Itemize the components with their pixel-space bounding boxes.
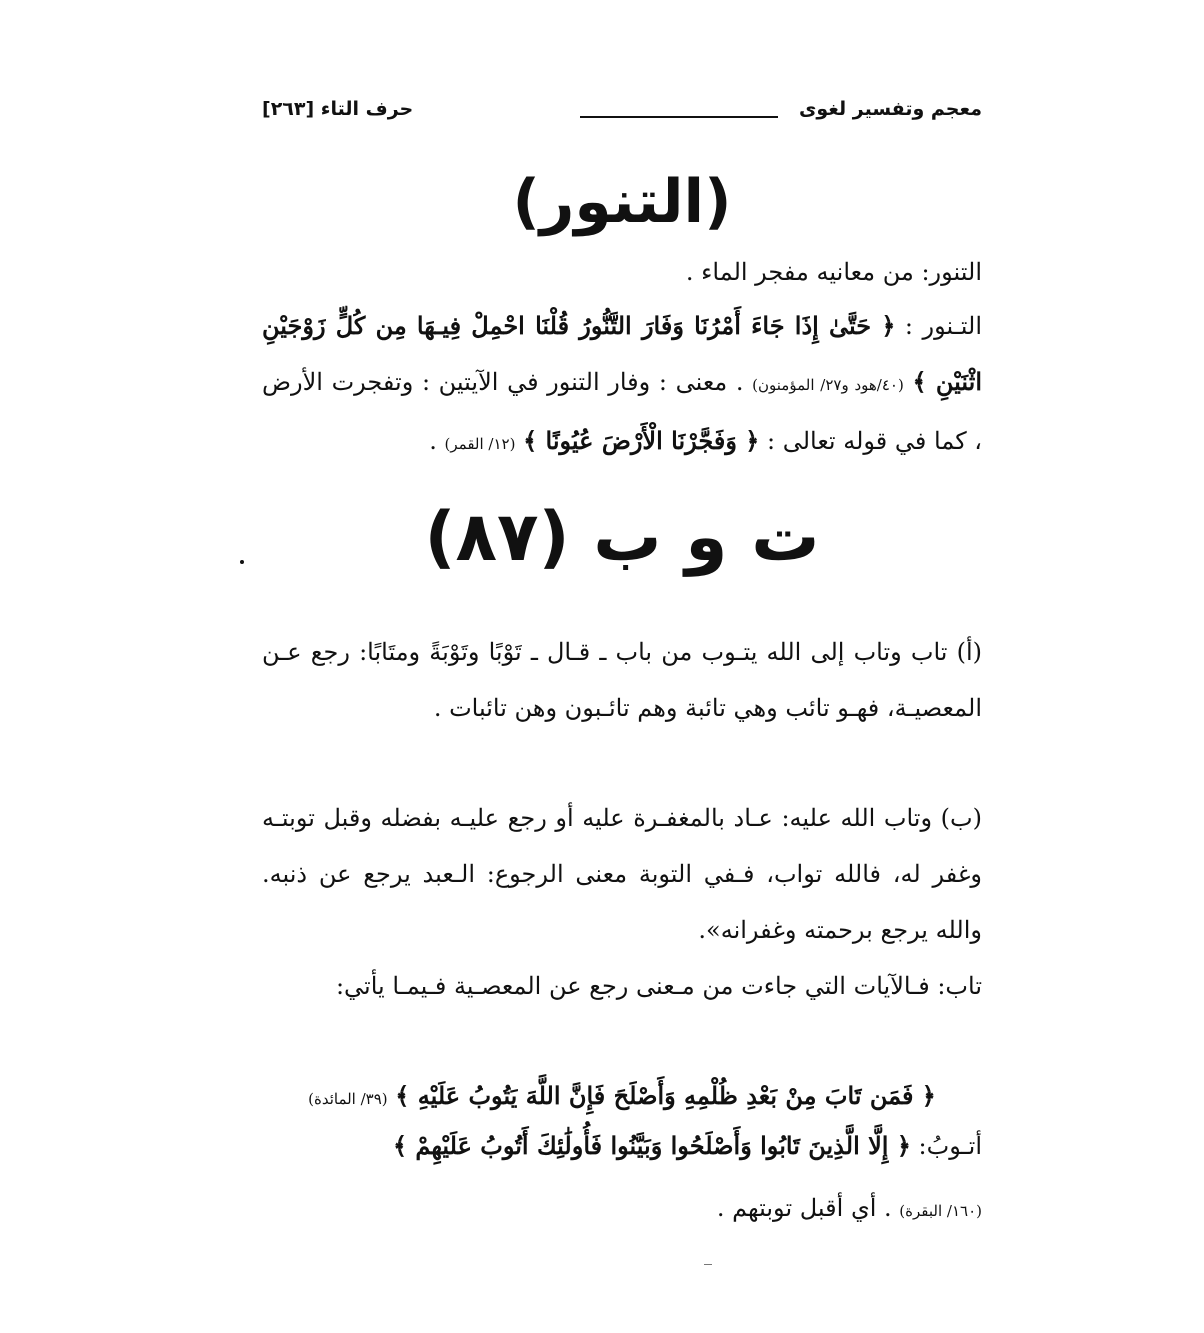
scan-speck — [240, 560, 244, 564]
verse-line-3 — [262, 1180, 982, 1239]
verse-reference: (١٦٠/ البقرة) — [899, 1202, 982, 1220]
paragraph-a: (أ) تاب وتاب إلى الله يتـوب من باب ـ قـال ـ تَوْبًا وتَوْبَةً ومتَابًا: رجع عـن المعصيـة، فهـو تائب وهي تائبة وهم تائـبون وهن تائبات . — [262, 638, 982, 722]
paragraph-c: تاب: فـالآيات التي جاءت من مـعنى رجع عن المعصـية فـيمـا يأتي: — [335, 972, 982, 1000]
verse-line-2 — [262, 1118, 982, 1174]
book-title: معجم وتفسير لغوى — [798, 98, 982, 120]
header-rule — [580, 116, 778, 118]
sentence-end: . — [429, 427, 437, 455]
root-title-twb: ت و ب (٨٧) — [424, 498, 820, 577]
quran-quote: ﴿ إِلَّا الَّذِينَ تَابُوا وَأَصْلَحُوا وَبَيَّنُوا فَأُولَٰئِكَ أَتُوبُ عَلَيْهِمْ ﴾ — [392, 1131, 911, 1160]
explanation-text: . أي أقبل توبتهم . — [716, 1194, 892, 1222]
quran-quote: ﴿ حَتَّىٰ إِذَا جَاءَ أَمْرُنَا وَفَارَ التَّنُّورُ قُلْنَا احْمِلْ فِيـهَا مِن كُلٍّ زَوْجَيْنِ اثْنَيْنِ ﴾ — [262, 311, 982, 396]
term-label: أتـوبُ: — [918, 1132, 982, 1160]
running-header — [262, 98, 982, 132]
verse-reference: (٣٩/ المائدة) — [308, 1090, 388, 1108]
tannur-explanation — [262, 298, 982, 472]
entry-title-tannur: (التنور) — [512, 167, 732, 237]
term-label: التـنور : — [904, 312, 982, 340]
explanation-text: . معنى : وفار التنور في الآيتين : وتفجرت الأرض ، كما في قوله تعالى : — [262, 368, 982, 455]
scan-mark — [704, 1264, 712, 1265]
verse-reference: (١٢/ القمر) — [444, 435, 516, 453]
quran-quote: ﴿ فَمَن تَابَ مِنْ بَعْدِ ظُلْمِهِ وَأَصْلَحَ فَإِنَّ اللَّهَ يَتُوبُ عَلَيْهِ ﴾ — [395, 1081, 936, 1110]
paragraph-b: (ب) وتاب الله عليه: عـاد بالمغفـرة عليه أو رجع عليـه بفضله وقبل توبتـه وغفر له، فالله تواب، فـفي التوبة معنى الرجوع: الـعبد يرجع عن ذنبه. والله يرجع برحمته وغفرانه». — [262, 804, 982, 944]
definition-line: التنور: من معانيه مفجر الماء . — [685, 258, 982, 286]
chapter-page-label: حرف التاء [٢٦٣] — [262, 98, 414, 120]
quran-quote: ﴿ وَفَجَّرْنَا الْأَرْضَ عُيُونًا ﴾ — [523, 426, 760, 455]
verse-reference: (٤٠/هود و٢٧/ المؤمنون) — [752, 376, 904, 394]
